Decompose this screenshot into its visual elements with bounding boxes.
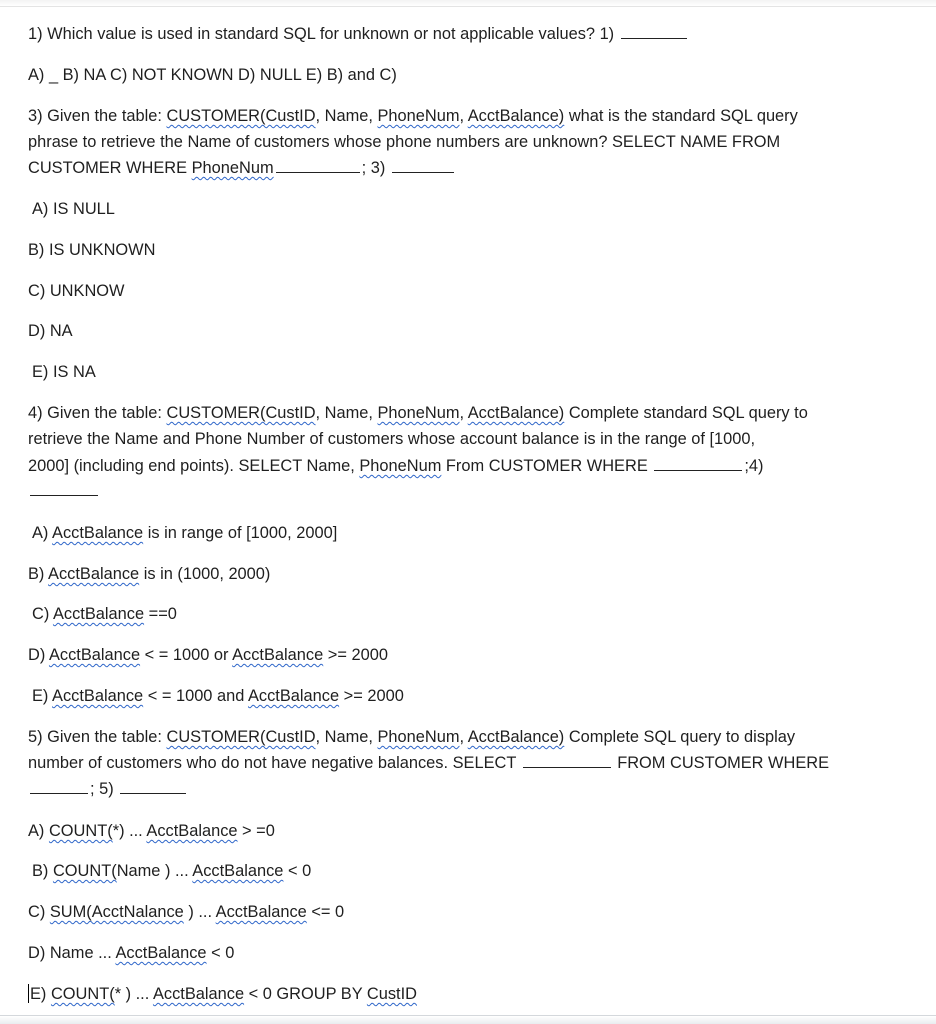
question-4-line-1[interactable] [28,402,808,424]
q3-option-e[interactable] [32,361,96,383]
q4-option-e-label: E) [32,687,53,705]
q4-option-e-rest: >= 2000 [339,687,404,705]
q5-prefix: 5) Given the table: [28,728,167,746]
answer-blank-5b[interactable] [30,792,88,794]
q3-phone-field: PhoneNum [377,107,460,125]
question-4-line-3[interactable] [28,455,763,477]
q4-line-3-mid: From CUSTOMER WHERE [441,457,648,475]
q4-line-3-prefix: 2000] (including end points). SELECT Name, [28,457,360,475]
answer-blank-4[interactable] [30,494,98,496]
q5-option-d[interactable] [28,942,234,964]
q4-option-b[interactable] [28,563,270,585]
q4-line-2-text: retrieve the Name and Phone Number of customers whose account balance is in the range of [1000, [28,430,756,448]
question-3-line-3[interactable] [28,157,456,179]
q5-option-a-label: A) [28,822,49,840]
q5-option-b-mid: Name ) ... [116,862,193,880]
q4-suffix: Complete standard SQL query to [564,404,808,422]
q5-option-c-rest: <= 0 [306,903,345,921]
question-5-line-3[interactable] [28,778,188,800]
q5-option-c[interactable] [28,901,344,923]
page-bottom-edge [0,1015,936,1024]
q4-option-b-rest: is in (1000, 2000) [139,565,271,583]
q5-option-d-rest: < 0 [206,944,235,962]
q3-option-e-text: E) IS NA [32,363,96,381]
question-3-line-2[interactable] [28,131,780,153]
q4-option-d-field-1: AcctBalance [48,646,141,664]
q5-option-c-func: SUM(AcctNalance [49,903,184,921]
question-1[interactable] [28,23,689,45]
q4-option-d-rest: >= 2000 [323,646,388,664]
q4-option-c-rest: ==0 [144,605,177,623]
q4-option-a-label: A) [32,524,53,542]
q5-option-a-func: COUNT( [48,822,113,840]
q5-option-e[interactable] [28,983,417,1005]
q5-option-e-group: CustID [366,985,417,1003]
q4-option-b-field: AcctBalance [48,565,140,583]
answer-blank-3a[interactable] [276,171,360,173]
q5-option-a-field: AcctBalance [146,822,238,840]
q5-option-c-field: AcctBalance [215,903,307,921]
q5-option-b[interactable] [32,860,311,882]
q5-option-e-mid: * ) ... [114,985,153,1003]
q3-line-3-phone: PhoneNum [191,159,274,177]
q3-option-c-text: C) UNKNOW [28,282,125,300]
question-1-options[interactable] [28,64,397,86]
q5-option-c-label: C) [28,903,50,921]
q4-option-a-rest: is in range of [1000, 2000] [143,524,338,542]
q5-option-b-label: B) [32,862,53,880]
answer-blank-3[interactable] [392,171,454,173]
q4-option-e-mid: < = 1000 and [143,687,248,705]
q3-line-3-prefix: CUSTOMER WHERE [28,159,192,177]
question-4-line-4[interactable] [28,480,100,502]
question-1-text: 1) Which value is used in standard SQL for unknown or not applicable values? 1) [28,25,615,43]
answer-blank-5[interactable] [120,792,186,794]
q5-option-b-func: COUNT( [52,862,117,880]
question-1-options-text: A) _ B) NA C) NOT KNOWN D) NULL E) B) and C) [28,66,397,84]
answer-blank-5a[interactable] [523,766,611,768]
question-5-line-1[interactable] [28,726,795,748]
text-cursor [28,984,29,1003]
q4-option-c-field: AcctBalance [52,605,145,623]
q4-line-3-suffix: ;4) [744,457,764,475]
q5-option-a-rest: > =0 [237,822,275,840]
question-5-line-2[interactable] [28,752,829,774]
answer-blank-4a[interactable] [654,469,742,471]
q5-option-e-label: E) [30,985,51,1003]
q4-option-d[interactable] [28,644,388,666]
q4-option-b-label: B) [28,565,49,583]
q5-line-2-suffix: FROM CUSTOMER WHERE [617,754,830,772]
q4-option-d-mid: < = 1000 or [140,646,233,664]
q5-option-a-mid: *) ... [112,822,147,840]
q4-comma: , [459,404,468,422]
q3-acct-field: AcctBalance) [467,107,565,125]
q5-line-2-prefix: number of customers who do not have negative balances. SELECT [28,754,517,772]
q4-option-d-label: D) [28,646,49,664]
q3-option-c[interactable] [28,280,125,302]
q5-option-e-func: COUNT( [50,985,115,1003]
q3-table-name: CUSTOMER(CustID [166,107,316,125]
q4-line-3-phone: PhoneNum [359,457,442,475]
q4-option-e[interactable] [32,685,404,707]
q3-line-3-suffix: ; 3) [361,159,386,177]
q3-option-d[interactable] [28,320,73,342]
q4-option-c[interactable] [32,603,177,625]
q4-acct-field: AcctBalance) [467,404,565,422]
q5-mid: , Name, [315,728,378,746]
q4-phone-field: PhoneNum [377,404,460,422]
q5-option-d-label: D) Name ... [28,944,116,962]
q5-option-e-field: AcctBalance [152,985,245,1003]
q5-option-c-mid: ) ... [183,903,216,921]
answer-blank-1[interactable] [621,37,687,39]
q5-option-d-field: AcctBalance [115,944,207,962]
q4-option-a[interactable] [32,522,337,544]
q5-suffix: Complete SQL query to display [564,728,796,746]
q3-option-a-text: A) IS NULL [32,200,115,218]
q4-option-a-field: AcctBalance [52,524,144,542]
page-top-edge [0,0,936,7]
q5-option-a[interactable] [28,820,275,842]
q3-option-b-text: B) IS UNKNOWN [28,241,156,259]
q5-table-name: CUSTOMER(CustID [166,728,316,746]
q4-prefix: 4) Given the table: [28,404,167,422]
question-4-line-2[interactable] [28,428,755,450]
q5-option-e-rest: < 0 GROUP BY [244,985,367,1003]
q3-line-2-text: phrase to retrieve the Name of customers whose phone numbers are unknown? SELECT NAME FROM [28,133,781,151]
q5-acct-field: AcctBalance) [467,728,565,746]
q5-phone-field: PhoneNum [377,728,460,746]
q4-option-e-field-1: AcctBalance [52,687,144,705]
q3-option-a[interactable] [32,198,115,220]
q3-option-d-text: D) NA [28,322,73,340]
q4-option-d-field-2: AcctBalance [232,646,324,664]
q5-option-b-field: AcctBalance [192,862,284,880]
q3-mid: , Name, [315,107,378,125]
question-3-line-1[interactable] [28,105,798,127]
q4-table-name: CUSTOMER(CustID [166,404,316,422]
q5-option-b-rest: < 0 [283,862,312,880]
q3-suffix: what is the standard SQL query [564,107,798,125]
q4-option-c-label: C) [32,605,53,623]
q3-option-b[interactable] [28,239,155,261]
q3-comma: , [459,107,468,125]
q4-mid: , Name, [315,404,378,422]
q5-comma: , [459,728,468,746]
q5-line-3-text: ; 5) [90,780,114,798]
q3-prefix: 3) Given the table: [28,107,167,125]
q4-option-e-field-2: AcctBalance [247,687,340,705]
